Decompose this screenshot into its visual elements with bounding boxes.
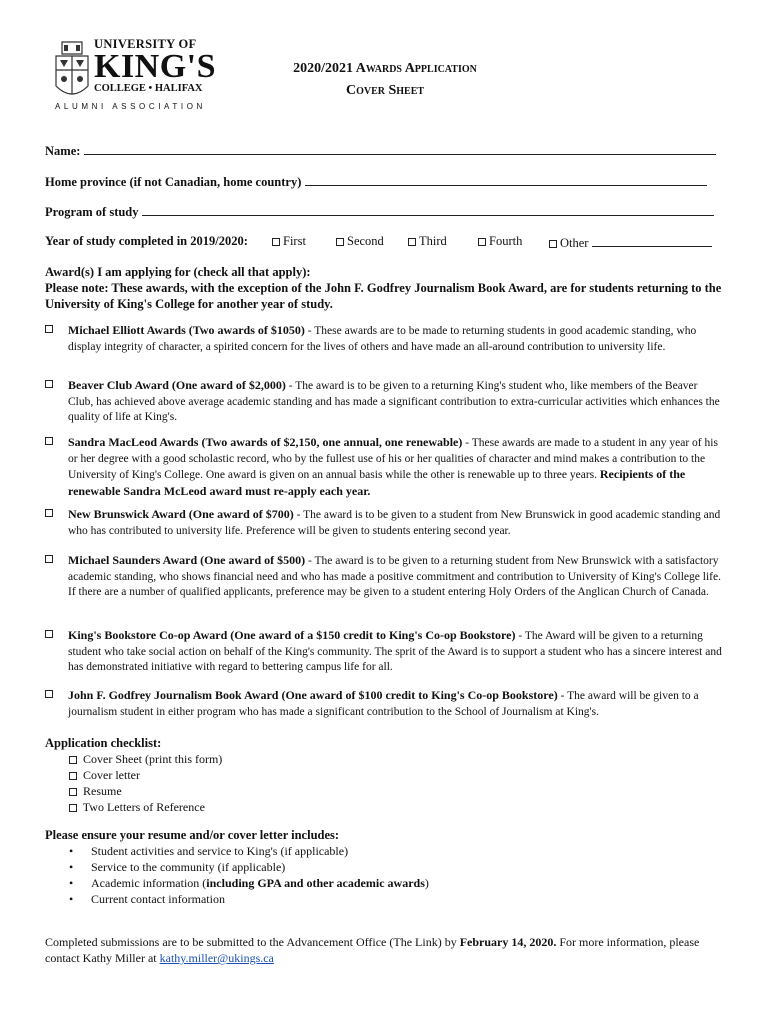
checkbox-icon[interactable] <box>45 437 53 445</box>
checkbox-icon[interactable] <box>69 756 77 764</box>
ensure-heading: Please ensure your resume and/or cover letter includes: <box>45 828 340 842</box>
award-item <box>45 688 725 720</box>
award-item <box>45 628 725 676</box>
year-option-third[interactable] <box>408 234 447 249</box>
deadline-date: February 14, 2020. <box>459 935 557 949</box>
checkbox-icon[interactable] <box>45 630 53 638</box>
award-description: - The award is to be given to a student from New Brunswick in good academic standing and who has contributed to university life. Preference will be given to students entering second year. <box>68 509 721 537</box>
year-option-label: Third <box>419 234 447 248</box>
list-item <box>45 859 429 875</box>
award-description: - The award is to be given to a returning King's student who, like members of the Beaver Club, has achieved above average academic standing and has made a significant contribution to extra-curricular activities which enhances the quality of life at King's. <box>68 380 720 423</box>
name-input-line[interactable] <box>84 142 716 155</box>
year-option-label: First <box>283 234 306 248</box>
checkbox-icon[interactable] <box>45 509 53 517</box>
logo-line-university: UNIVERSITY OF <box>94 37 197 51</box>
list-item-label: Service to the community (if applicable) <box>91 860 286 874</box>
footer-text-2: For more information, please contact Kathy Miller at <box>45 935 700 965</box>
checkbox-icon[interactable] <box>45 325 53 333</box>
document-title <box>260 58 510 102</box>
submission-footer <box>45 934 725 966</box>
logo-line-alumni: ALUMNI ASSOCIATION <box>55 102 206 111</box>
contact-email-link[interactable]: kathy.miller@ukings.ca <box>159 951 274 965</box>
checklist-item-label: Cover Sheet (print this form) <box>83 752 223 766</box>
year-option-label: Other <box>560 236 589 250</box>
checkbox-icon[interactable] <box>408 238 416 246</box>
award-title: Beaver Club Award (One award of $2,000) <box>68 378 286 392</box>
award-title: Michael Saunders Award (One award of $500) <box>68 553 306 567</box>
award-title: Michael Elliott Awards (Two awards of $1050) <box>68 323 305 337</box>
bullet-icon: • <box>69 860 74 874</box>
checkbox-icon[interactable] <box>45 555 53 563</box>
award-description: - The award is to be given to a returning student from New Brunswick with a satisfactory academic standing, who shows financial need and who has made a positive commitment and contribution to University of King's College life. If there are a number of qualified applicants, preference may be given to a student entering Holy Orders of the Anglican Church of Canada. <box>68 555 721 598</box>
checklist-heading: Application checklist: <box>45 736 162 750</box>
list-item <box>45 891 429 907</box>
title-line-2: Cover Sheet <box>345 83 425 98</box>
program-label: Program of study <box>45 205 139 219</box>
footer-text-1: Completed submissions are to be submitted to the Advancement Office (The Link) by <box>45 935 460 949</box>
award-title: Sandra MacLeod Awards (Two awards of $2,150, one annual, one renewable) <box>68 435 463 449</box>
list-item <box>45 843 429 859</box>
checkbox-icon[interactable] <box>69 772 77 780</box>
award-description: - These awards are made to a student in any year of his or her degree with a good scholastic record, who by the fullest use of his or her qualities of character and mind makes a contribution to the University of King's College. One award is given on an annual basis while the other is renewable up to three years. <box>68 437 718 481</box>
checklist-item <box>45 783 222 799</box>
checkbox-icon[interactable] <box>549 240 557 248</box>
award-item <box>45 323 725 355</box>
year-label: Year of study completed in 2019/2020: <box>45 234 248 248</box>
checkbox-icon[interactable] <box>69 788 77 796</box>
checklist-item <box>45 767 222 783</box>
application-checklist <box>45 735 222 815</box>
year-option-label: Second <box>347 234 384 248</box>
awards-heading: Award(s) I am applying for (check all that apply): <box>45 265 311 279</box>
awards-note: Please note: These awards, with the exception of the John F. Godfrey Journalism Book Award, are for students returning to the University of King's College for another year of study. <box>45 281 722 311</box>
checkbox-icon[interactable] <box>478 238 486 246</box>
list-item-label: Student activities and service to King's (if applicable) <box>91 844 349 858</box>
list-item-label: Academic information ( <box>91 876 207 890</box>
bullet-icon: • <box>69 892 74 906</box>
checklist-item-label: Resume <box>83 784 122 798</box>
year-option-label: Fourth <box>489 234 523 248</box>
award-description: - The Award will be given to a returning student who take social action on behalf of the King's community. The sprit of the Award is to support a student who has a sincere interest and has demonstrated initiative with regard to bettering campus life for all. <box>68 630 722 673</box>
list-item <box>45 875 429 891</box>
checklist-item-label: Cover letter <box>83 768 140 782</box>
checkbox-icon[interactable] <box>272 238 280 246</box>
year-option-fourth[interactable] <box>478 234 522 249</box>
award-title: King's Bookstore Co-op Award (One award of a $150 credit to King's Co-op Bookstore) <box>68 628 516 642</box>
title-line-1: 2020/2021 Awards Application <box>293 61 477 76</box>
name-label: Name: <box>45 144 81 158</box>
award-item <box>45 507 725 539</box>
academic-bold-text: including GPA and other academic awards <box>206 876 425 890</box>
ensure-includes-list <box>45 827 429 907</box>
province-input-line[interactable] <box>305 173 707 186</box>
bullet-icon: • <box>69 844 74 858</box>
award-item <box>45 553 725 601</box>
bullet-icon: • <box>69 876 74 890</box>
logo-line-kings: KING'S <box>94 47 217 85</box>
province-field-row <box>45 173 707 190</box>
year-option-second[interactable] <box>336 234 384 249</box>
award-description: - The award will be given to a journalism student in either program who has made a significant contribution to the School of Journalism at King's. <box>68 690 699 718</box>
award-description: - These awards are to be made to returning students in good academic standing, who display integrity of character, a spirited concern for the lives of others and have made an all-around contribution to university life. <box>68 325 697 353</box>
checkbox-icon[interactable] <box>45 690 53 698</box>
year-option-other[interactable] <box>549 234 712 251</box>
checklist-item <box>45 799 222 815</box>
logo-wordmark <box>94 38 216 94</box>
program-input-line[interactable] <box>142 203 714 216</box>
other-input-line[interactable] <box>592 234 712 247</box>
award-renewal-note: Recipients of the renewable Sandra McLeod award must re-apply each year. <box>68 467 686 498</box>
year-option-first[interactable] <box>272 234 306 249</box>
checkbox-icon[interactable] <box>69 804 77 812</box>
checklist-item-label: Two Letters of Reference <box>82 800 205 814</box>
province-label: Home province (if not Canadian, home country) <box>45 175 302 189</box>
award-item <box>45 378 725 426</box>
award-title: New Brunswick Award (One award of $700) <box>68 507 294 521</box>
awards-intro <box>45 264 735 312</box>
name-field-row <box>45 142 716 159</box>
list-item-label: Current contact information <box>91 892 225 906</box>
program-field-row <box>45 203 714 220</box>
academic-close-paren: ) <box>424 876 429 890</box>
logo-line-college: COLLEGE • HALIFAX <box>94 82 203 94</box>
year-field-row <box>45 234 248 249</box>
award-title: John F. Godfrey Journalism Book Award (One award of $100 credit to King's Co-op Bookstore) <box>68 688 558 702</box>
checklist-item <box>45 751 222 767</box>
checkbox-icon[interactable] <box>45 380 53 388</box>
checkbox-icon[interactable] <box>336 238 344 246</box>
award-item <box>45 435 725 500</box>
